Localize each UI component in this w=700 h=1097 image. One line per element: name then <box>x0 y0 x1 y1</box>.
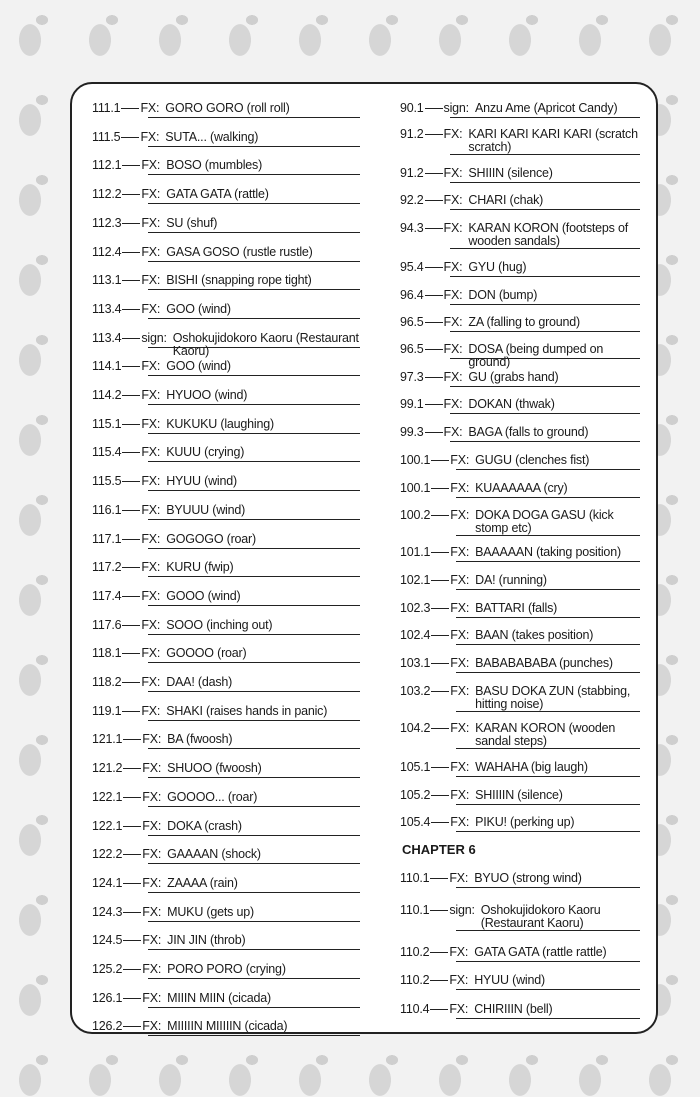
leader-dash <box>431 728 449 729</box>
entry-type: FX: <box>450 628 470 642</box>
entry-type: FX: <box>141 388 161 402</box>
leader-dash <box>425 404 443 405</box>
glossary-entry <box>400 574 640 587</box>
entry-translation: BISHI (snapping rope tight) <box>166 273 312 288</box>
entry-type: FX: <box>450 453 470 467</box>
entry-type: FX: <box>450 760 470 774</box>
glossary-entry <box>400 343 640 369</box>
entry-translation: KUAAAAAA (cry) <box>475 481 568 495</box>
page-panel-number: 110.1 <box>400 903 430 917</box>
page-panel-number: 117.6 <box>92 617 122 632</box>
entry-underline <box>450 117 640 118</box>
page-panel-number: 115.1 <box>92 416 122 431</box>
entry-type: FX: <box>443 315 463 329</box>
page-panel-number: 96.4 <box>400 288 424 302</box>
entry-translation: SHAKI (raises hands in panic) <box>166 703 328 718</box>
entry-translation: GOO (wind) <box>166 301 231 316</box>
entry-translation: MUKU (gets up) <box>167 904 254 919</box>
entry-translation: GOOO (wind) <box>166 588 241 603</box>
page-panel-number: 101.1 <box>400 545 431 559</box>
page-panel-number: 118.1 <box>92 646 122 661</box>
page-panel-number: 111.5 <box>92 129 121 144</box>
entry-translation: GU (grabs hand) <box>468 370 559 384</box>
page-panel-number: 124.5 <box>92 933 123 948</box>
entry-type: FX: <box>443 397 463 411</box>
entry-type: FX: <box>142 933 162 948</box>
page-panel-number: 122.1 <box>92 818 123 833</box>
entry-underline <box>450 441 640 442</box>
page-panel-number: 92.2 <box>400 193 424 207</box>
page-panel-number: 114.1 <box>92 359 122 374</box>
entry-type: FX: <box>450 721 470 735</box>
entry-type: FX: <box>450 788 470 802</box>
entry-type: FX: <box>141 675 161 689</box>
page-panel-number: 102.3 <box>400 601 431 615</box>
entry-type: FX: <box>450 601 470 615</box>
glossary-entry <box>400 128 640 154</box>
page-panel-number: 96.5 <box>400 315 424 329</box>
entry-type: FX: <box>142 847 162 862</box>
page-panel-number: 110.1 <box>400 871 430 885</box>
entry-translation: SHUOO (fwoosh) <box>167 761 262 776</box>
entry-type: FX: <box>449 945 469 959</box>
page-panel-number: 105.4 <box>400 815 431 829</box>
glossary-entry <box>400 722 640 748</box>
glossary-entry <box>400 261 640 274</box>
entry-translation: CHARI (chak) <box>468 193 544 207</box>
entry-translation: ZA (falling to ground) <box>468 315 581 329</box>
entry-type: FX: <box>141 445 161 460</box>
leader-dash <box>425 377 443 378</box>
entry-type: FX: <box>443 127 463 141</box>
page-panel-number: 110.2 <box>400 945 430 959</box>
entry-translation: GOGOGO (roar) <box>166 531 256 546</box>
entry-type: sign: <box>449 903 475 917</box>
leader-dash <box>430 980 448 981</box>
glossary-entry <box>400 222 640 248</box>
page-panel-number: 103.2 <box>400 684 431 698</box>
entry-underline <box>456 711 640 712</box>
page-panel-number: 121.1 <box>92 732 123 747</box>
page-panel-number: 122.1 <box>92 789 123 804</box>
page-panel-number: 117.1 <box>92 531 122 546</box>
entry-translation: CHIRIIIN (bell) <box>474 1002 553 1016</box>
entry-translation: Oshokujidokoro Kaoru (Restaurant Kaoru) <box>480 903 601 930</box>
entry-underline <box>456 644 640 645</box>
page-panel-number: 105.2 <box>400 788 431 802</box>
entry-underline <box>456 804 640 805</box>
glossary-entry <box>400 546 640 559</box>
entry-underline <box>456 748 640 749</box>
entry-underline <box>456 497 640 498</box>
leader-dash <box>431 691 449 692</box>
page-panel-number: 110.4 <box>400 1002 430 1016</box>
page-panel-number: 94.3 <box>400 221 424 235</box>
entry-underline <box>456 617 640 618</box>
entry-underline <box>450 209 640 210</box>
entry-type: FX: <box>141 244 161 259</box>
page-panel-number: 126.2 <box>92 1019 123 1034</box>
leader-dash <box>431 460 449 461</box>
page-panel-number: 122.2 <box>92 847 123 862</box>
entry-type: FX: <box>141 531 161 546</box>
entry-underline <box>450 304 640 305</box>
page-panel-number: 100.2 <box>400 508 431 522</box>
entry-underline <box>456 535 640 536</box>
entry-translation: DON (bump) <box>468 288 538 302</box>
page-panel-number: 100.1 <box>400 481 431 495</box>
leader-dash <box>431 635 449 636</box>
entry-translation: HYUU (wind) <box>474 973 545 987</box>
leader-dash <box>425 200 443 201</box>
page-panel-number: 105.1 <box>400 760 431 774</box>
page-panel-number: 121.2 <box>92 761 123 776</box>
leader-dash <box>431 608 449 609</box>
entry-translation: KUKUKU (laughing) <box>166 416 274 431</box>
page-panel-number: 97.3 <box>400 370 424 384</box>
entry-underline <box>450 331 640 332</box>
entry-type: FX: <box>141 215 161 230</box>
entry-translation: ZAAAA (rain) <box>167 875 238 890</box>
entry-translation: KUUU (crying) <box>166 445 245 460</box>
page-panel-number: 126.1 <box>92 990 123 1005</box>
entry-translation: GAAAAN (shock) <box>167 847 261 862</box>
page-panel-number: 102.1 <box>400 573 431 587</box>
entry-type: FX: <box>450 508 470 522</box>
leader-dash <box>431 515 449 516</box>
entry-translation: SUTA... (walking) <box>165 129 259 144</box>
page-panel-number: 116.1 <box>92 502 122 517</box>
entry-type: FX: <box>443 370 463 384</box>
entry-type: FX: <box>443 193 463 207</box>
entry-translation: SHIIIN (silence) <box>468 166 553 180</box>
entry-type: FX: <box>142 962 162 976</box>
entry-translation: GUGU (clenches fist) <box>475 453 590 467</box>
glossary-entry <box>400 789 640 802</box>
entry-translation: PIKU! (perking up) <box>475 815 575 829</box>
glossary-entry <box>400 167 640 180</box>
page-panel-number: 119.1 <box>92 703 122 718</box>
glossary-entry <box>400 102 640 115</box>
entry-translation: GATA GATA (rattle rattle) <box>474 945 607 959</box>
entry-translation: GORO GORO (roll roll) <box>165 101 290 115</box>
entry-type: FX: <box>449 973 469 987</box>
entry-type: FX: <box>450 573 470 587</box>
entry-translation: BOSO (mumbles) <box>166 158 263 173</box>
page-panel-number: 113.4 <box>92 330 122 345</box>
chapter-heading: CHAPTER 6 <box>402 842 476 857</box>
page-panel-number: 113.4 <box>92 301 122 316</box>
entry-translation: SHIIIIN (silence) <box>475 788 563 802</box>
entry-type: FX: <box>140 101 160 115</box>
entry-type: FX: <box>141 560 161 575</box>
leader-dash <box>431 822 449 823</box>
glossary-entry <box>400 316 640 329</box>
entry-type: FX: <box>450 545 470 559</box>
entry-underline <box>450 276 640 277</box>
entry-type: FX: <box>443 288 463 302</box>
page-panel-number: 91.2 <box>400 166 424 180</box>
entry-underline <box>456 961 640 962</box>
entry-type: FX: <box>142 990 162 1005</box>
glossary-entry <box>400 454 640 467</box>
entry-underline <box>450 248 640 249</box>
page-panel-number: 124.1 <box>92 875 123 890</box>
glossary-entry <box>400 685 640 711</box>
page-panel-number: 112.4 <box>92 244 122 259</box>
glossary-entry <box>400 629 640 642</box>
entry-type: FX: <box>141 359 161 374</box>
page-panel-number: 91.2 <box>400 127 424 141</box>
leader-dash <box>430 878 448 879</box>
entry-translation: BA (fwoosh) <box>167 732 233 747</box>
entry-type: FX: <box>142 789 162 804</box>
entry-type: FX: <box>141 273 161 288</box>
entry-type: sign: <box>141 330 167 345</box>
entry-type: FX: <box>141 301 161 316</box>
leader-dash <box>431 580 449 581</box>
entry-translation: BATTARI (falls) <box>475 601 558 615</box>
entry-underline <box>456 776 640 777</box>
entry-underline <box>456 672 640 673</box>
entry-translation: BYUUU (wind) <box>166 502 246 517</box>
entry-translation: KARAN KORON (wooden sandal steps) <box>475 721 616 748</box>
entry-translation: BYUO (strong wind) <box>474 871 582 885</box>
entry-translation: GATA GATA (rattle) <box>166 187 269 202</box>
entry-translation: MIIIIIN MIIIIIN (cicada) <box>167 1019 288 1034</box>
entry-underline <box>456 469 640 470</box>
leader-dash <box>430 1009 448 1010</box>
page-panel-number: 103.1 <box>400 656 431 670</box>
page-panel-number: 112.3 <box>92 215 122 230</box>
leader-dash <box>425 134 443 135</box>
entry-translation: BABABABABA (punches) <box>475 656 613 670</box>
glossary-entry <box>400 194 640 207</box>
leader-dash <box>430 952 448 953</box>
glossary-entry <box>400 974 640 987</box>
entry-translation: WAHAHA (big laugh) <box>475 760 588 774</box>
entry-type: FX: <box>142 875 162 890</box>
leader-dash <box>425 173 443 174</box>
entry-translation: GOO (wind) <box>166 359 231 374</box>
page-panel-number: 117.4 <box>92 588 122 603</box>
entry-type: FX: <box>450 656 470 670</box>
entry-translation: KARI KARI KARI KARI (scratch scratch) <box>468 127 638 154</box>
entry-type: FX: <box>141 646 161 661</box>
entry-underline <box>450 154 640 155</box>
glossary-entry <box>400 398 640 411</box>
page-panel-number: 124.3 <box>92 904 123 919</box>
glossary-entry <box>400 872 640 885</box>
entry-translation: GOOOO (roar) <box>166 646 247 661</box>
page-panel-number: 100.1 <box>400 453 431 467</box>
entry-underline <box>450 182 640 183</box>
entry-type: FX: <box>140 129 160 144</box>
entry-type: FX: <box>141 416 161 431</box>
page-panel-number: 118.2 <box>92 675 122 689</box>
entry-translation: Anzu Ame (Apricot Candy) <box>474 101 618 115</box>
entry-underline <box>456 589 640 590</box>
entry-underline <box>450 358 640 359</box>
glossary-entry <box>400 816 640 829</box>
entry-underline <box>456 930 640 931</box>
page-panel-number: 110.2 <box>400 973 430 987</box>
entry-type: FX: <box>141 588 161 603</box>
entry-type: FX: <box>449 871 469 885</box>
entry-type: FX: <box>449 1002 469 1016</box>
entry-translation: KARAN KORON (footsteps of wooden sandals) <box>468 221 629 248</box>
leader-dash <box>425 322 443 323</box>
glossary-entry <box>400 1003 640 1016</box>
entry-translation: Oshokujidokoro Kaoru (Restaurant Kaoru) <box>172 330 359 358</box>
entry-translation: DA! (running) <box>475 573 547 587</box>
page-panel-number: 112.2 <box>92 187 122 202</box>
entry-translation: SU (shuf) <box>166 215 218 230</box>
page-panel-number: 125.2 <box>92 962 123 976</box>
page-panel-number: 95.4 <box>400 260 424 274</box>
leader-dash <box>425 267 443 268</box>
entry-type: FX: <box>450 684 470 698</box>
entry-type: FX: <box>450 815 470 829</box>
glossary-entry <box>400 904 640 930</box>
entry-translation: PORO PORO (crying) <box>167 962 286 976</box>
entry-underline <box>450 413 640 414</box>
glossary-entry <box>400 289 640 302</box>
leader-dash <box>431 488 449 489</box>
leader-dash <box>425 295 443 296</box>
glossary-entry <box>400 761 640 774</box>
entry-type: sign: <box>443 101 469 115</box>
page-panel-number: 99.1 <box>400 397 424 411</box>
entry-type: FX: <box>141 474 161 489</box>
glossary-entry <box>400 426 640 439</box>
entry-translation: GASA GOSO (rustle rustle) <box>166 244 313 259</box>
entry-underline <box>456 1018 640 1019</box>
leader-dash <box>425 432 443 433</box>
entry-type: FX: <box>141 617 161 632</box>
page-panel-number: 99.3 <box>400 425 424 439</box>
leader-dash <box>431 795 449 796</box>
page-panel-number: 96.5 <box>400 342 424 356</box>
leader-dash <box>425 228 443 229</box>
entry-translation: MIIIN MIIN (cicada) <box>167 990 271 1005</box>
entry-underline <box>450 386 640 387</box>
leader-dash <box>431 663 449 664</box>
entry-type: FX: <box>443 260 463 274</box>
entry-type: FX: <box>142 732 162 747</box>
entry-type: FX: <box>450 481 470 495</box>
glossary-entry <box>400 602 640 615</box>
glossary-entry <box>400 946 640 959</box>
leader-dash <box>431 552 449 553</box>
entry-type: FX: <box>142 761 162 776</box>
entry-translation: GYU (hug) <box>468 260 527 274</box>
glossary-entry <box>400 371 640 384</box>
page-panel-number: 117.2 <box>92 560 122 575</box>
entry-translation: HYUOO (wind) <box>166 388 248 402</box>
page-panel-number: 115.5 <box>92 474 122 489</box>
entry-underline <box>456 561 640 562</box>
page-panel-number: 104.2 <box>400 721 431 735</box>
glossary-entry <box>400 482 640 495</box>
entry-translation: SOOO (inching out) <box>166 617 273 632</box>
entry-translation: DOKAN (thwak) <box>468 397 555 411</box>
page-panel-number: 115.4 <box>92 445 122 460</box>
entry-type: FX: <box>443 425 463 439</box>
page-panel-number: 113.1 <box>92 273 122 288</box>
entry-underline <box>456 831 640 832</box>
entry-type: FX: <box>443 166 463 180</box>
leader-dash <box>425 349 443 350</box>
entry-type: FX: <box>142 904 162 919</box>
page-panel-number: 114.2 <box>92 388 122 402</box>
leader-dash <box>430 910 448 911</box>
entry-underline <box>456 989 640 990</box>
leader-dash <box>431 767 449 768</box>
page-panel-number: 111.1 <box>92 101 121 115</box>
entry-type: FX: <box>142 1019 162 1034</box>
entry-translation: DOKA DOGA GASU (kick stomp etc) <box>475 508 614 535</box>
entry-type: FX: <box>141 502 161 517</box>
entry-translation: DOSA (being dumped on ground) <box>468 342 604 369</box>
glossary-entry <box>400 509 640 535</box>
entry-translation: DOKA (crash) <box>167 818 242 833</box>
entry-type: FX: <box>142 818 162 833</box>
page-panel-number: 112.1 <box>92 158 122 173</box>
entry-translation: GOOOO... (roar) <box>167 789 258 804</box>
entry-translation: DAA! (dash) <box>166 675 233 689</box>
entry-translation: BAAAAAN (taking position) <box>475 545 621 559</box>
entry-type: FX: <box>141 158 161 173</box>
page-panel-number: 90.1 <box>400 101 424 115</box>
entry-translation: BAAN (takes position) <box>475 628 594 642</box>
entry-translation: JIN JIN (throb) <box>167 933 246 948</box>
leader-dash <box>425 108 443 109</box>
entry-translation: BAGA (falls to ground) <box>468 425 589 439</box>
entry-underline <box>456 887 640 888</box>
glossary-entry <box>400 657 640 670</box>
page-panel-number: 102.4 <box>400 628 431 642</box>
entry-translation: HYUU (wind) <box>166 474 237 489</box>
entry-translation: KURU (fwip) <box>166 560 234 575</box>
entry-type: FX: <box>443 221 463 235</box>
entry-type: FX: <box>141 703 161 718</box>
entry-type: FX: <box>141 187 161 202</box>
entry-translation: BASU DOKA ZUN (stabbing, hitting noise) <box>475 684 631 711</box>
entry-type: FX: <box>443 342 463 356</box>
